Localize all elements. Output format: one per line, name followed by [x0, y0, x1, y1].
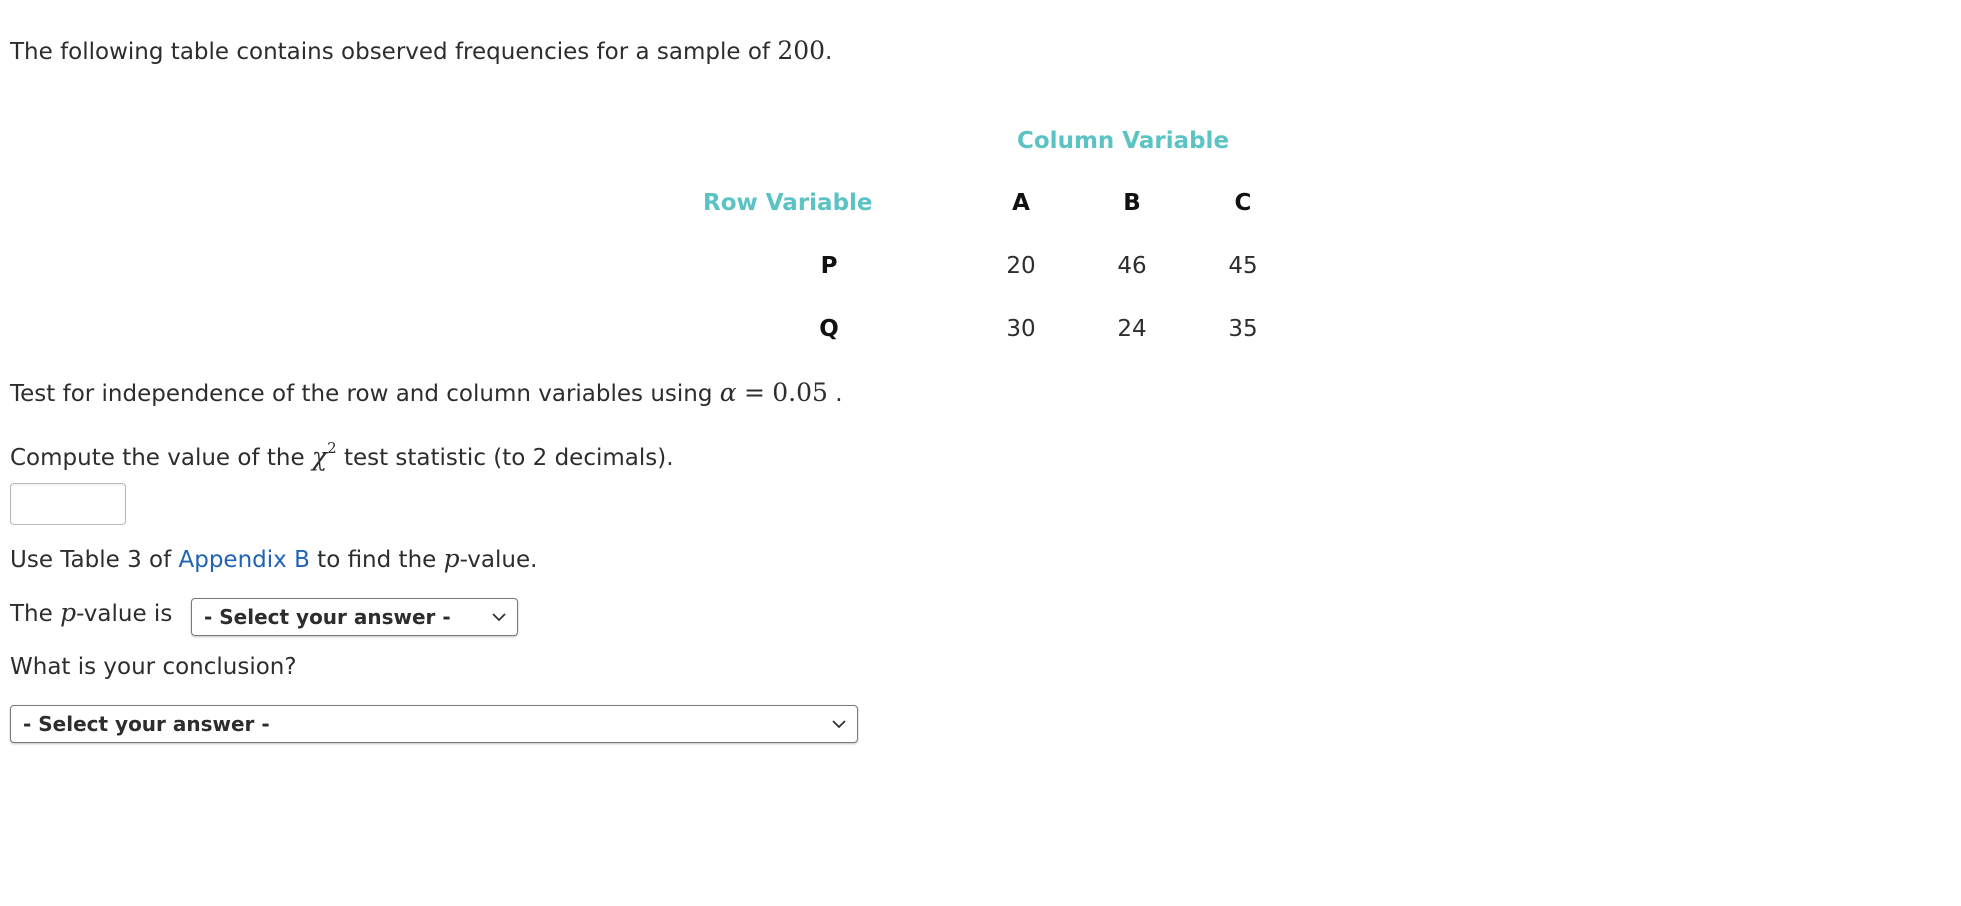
test-label: Test for independence of the row and column variables using [10, 381, 713, 407]
compute-instruction [10, 433, 674, 473]
appendix-middle: to find the [317, 547, 437, 573]
chi-exponent: 2 [327, 439, 337, 457]
appendix-b-link[interactable]: Appendix B [178, 547, 310, 573]
test-period: . [835, 381, 843, 407]
table-cell: 20 [1006, 253, 1036, 279]
intro-period: . [825, 39, 833, 65]
appendix-after: -value. [459, 547, 538, 573]
row-header-p: P [820, 253, 838, 279]
test-instruction [10, 378, 843, 409]
alpha-symbol: α [719, 378, 737, 407]
pvalue-prompt [10, 598, 172, 629]
intro-label: The following table contains observed frequencies for a sample of [10, 39, 770, 65]
compute-after: test statistic (to 2 decimals). [343, 445, 674, 471]
column-variable-label: Column Variable [1017, 128, 1230, 154]
row-header-q: Q [819, 316, 839, 342]
equals-sign: = [743, 378, 765, 407]
appendix-instruction [10, 544, 537, 575]
p-symbol: p [443, 544, 460, 573]
p-symbol: p [60, 598, 77, 627]
pvalue-after: -value is [76, 601, 173, 627]
row-variable-label: Row Variable [703, 190, 873, 216]
table-cell: 30 [1006, 316, 1036, 342]
table-cell: 46 [1117, 253, 1147, 279]
pvalue-select-label: - Select your answer - [204, 605, 451, 629]
pvalue-before: The [10, 601, 53, 627]
conclusion-question: What is your conclusion? [10, 654, 297, 680]
table-cell: 24 [1117, 316, 1147, 342]
column-header-c: C [1234, 190, 1252, 216]
conclusion-select[interactable] [10, 705, 858, 743]
table-cell: 45 [1228, 253, 1258, 279]
chevron-down-icon [491, 609, 507, 625]
chi-square-answer-input[interactable] [10, 483, 126, 525]
chevron-down-icon [831, 716, 847, 732]
intro-text [10, 36, 832, 67]
chi-symbol: χ [311, 442, 328, 471]
conclusion-select-label: - Select your answer - [23, 712, 270, 736]
column-header-b: B [1123, 190, 1141, 216]
appendix-before: Use Table 3 of [10, 547, 172, 573]
table-cell: 35 [1228, 316, 1258, 342]
column-header-a: A [1012, 190, 1030, 216]
compute-before: Compute the value of the [10, 445, 305, 471]
sample-size: 200 [777, 36, 826, 65]
pvalue-select[interactable] [191, 598, 518, 636]
alpha-value: 0.05 [772, 378, 828, 407]
